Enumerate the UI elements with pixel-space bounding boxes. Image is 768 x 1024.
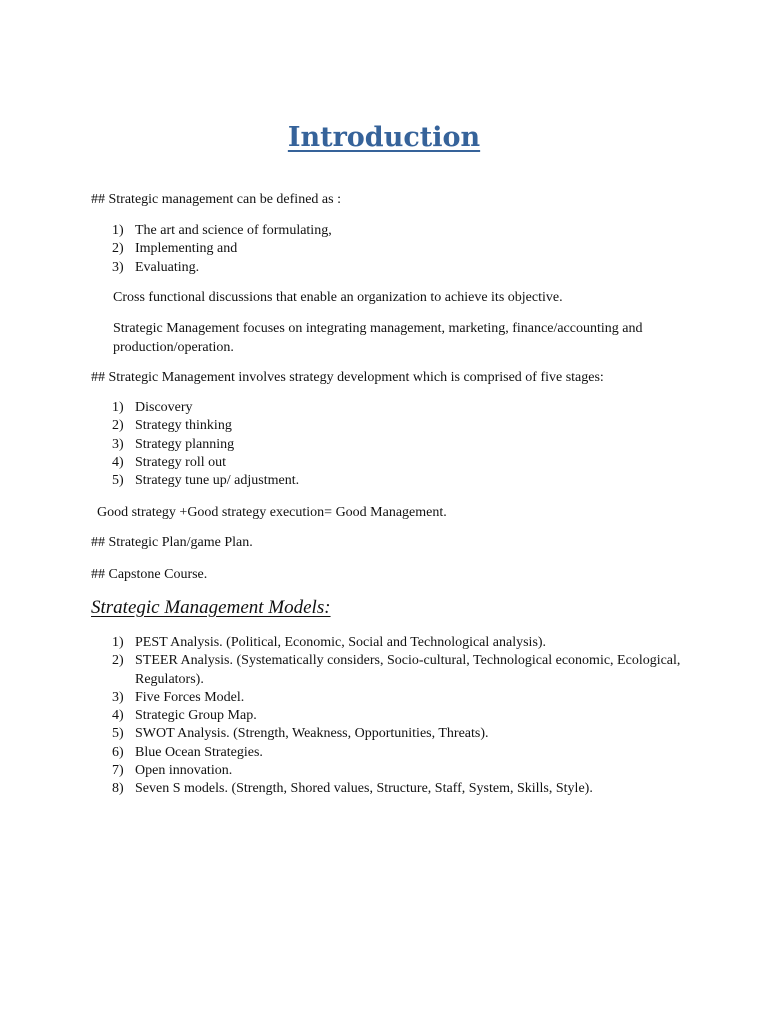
list-item (112, 259, 332, 277)
list-item-number: 3) (112, 689, 124, 705)
stages-heading: ## Strategic Management involves strategy development which is comprised of five stages: (91, 370, 604, 385)
equation-line: Good strategy +Good strategy execution= Good Management. (97, 505, 447, 520)
stages-list (112, 399, 299, 490)
list-item-number: 6) (112, 744, 124, 760)
list-item-text: Strategic Group Map. (135, 708, 257, 724)
list-item (112, 417, 299, 435)
list-item-text: Strategy planning (135, 436, 235, 452)
cross-functional-paragraph: Cross functional discussions that enable an organization to achieve its objective. (113, 290, 563, 305)
list-item-number: 8) (112, 781, 124, 797)
models-heading: Strategic Management Models: (91, 597, 331, 618)
list-item-number: 2) (112, 418, 124, 434)
strategic-plan-line: ## Strategic Plan/game Plan. (91, 535, 253, 550)
list-item-text: The art and science of formulating, (135, 223, 332, 238)
list-item (112, 240, 332, 258)
list-item (112, 472, 299, 490)
list-item-number: 2) (112, 653, 124, 669)
list-item-text: Strategy roll out (135, 454, 226, 470)
list-item-text: Evaluating. (135, 259, 200, 275)
list-item-text: Open innovation. (135, 763, 233, 779)
list-item (112, 744, 685, 762)
list-item-number: 5) (112, 726, 124, 742)
list-item-number: 7) (112, 763, 124, 779)
list-item (112, 762, 685, 780)
list-item-number: 3) (112, 436, 124, 452)
list-item (112, 689, 685, 707)
capstone-line: ## Capstone Course. (91, 567, 208, 582)
definition-heading: ## Strategic management can be defined as : (91, 192, 341, 207)
list-item (112, 436, 299, 454)
list-item-text: Strategy tune up/ adjustment. (135, 473, 300, 489)
definition-list (112, 222, 332, 277)
page-title: Introduction (287, 122, 481, 153)
list-item-number: 2) (112, 241, 124, 257)
list-item (112, 454, 299, 472)
list-item-number: 1) (112, 223, 124, 238)
list-item-number: 4) (112, 708, 124, 724)
list-item-number: 5) (112, 473, 124, 489)
list-item (112, 222, 332, 240)
list-item (112, 725, 685, 743)
list-item (112, 652, 685, 689)
list-item-text: Five Forces Model. (135, 689, 245, 705)
list-item-text: Discovery (135, 400, 193, 415)
list-item-text: Blue Ocean Strategies. (135, 744, 263, 760)
list-item-text: Strategy thinking (135, 418, 232, 434)
list-item (112, 399, 299, 417)
list-item (112, 634, 685, 652)
list-item-number: 1) (112, 635, 124, 650)
list-item-text: Seven S models. (Strength, Shored values, Structure, Staff, System, Skills, Style). (135, 781, 593, 797)
list-item-number: 4) (112, 454, 124, 470)
list-item-number: 1) (112, 400, 124, 415)
list-item-text: Implementing and (135, 241, 238, 257)
models-list (112, 634, 685, 799)
list-item-text: STEER Analysis. (Systematically considers, Socio-cultural, Technological economic, Ecological, Regulators). (135, 653, 681, 687)
list-item-text: SWOT Analysis. (Strength, Weakness, Opportunities, Threats). (135, 726, 489, 742)
list-item-number: 3) (112, 259, 124, 275)
focus-paragraph: Strategic Management focuses on integrating management, marketing, finance/accounting and production/operation. (113, 321, 643, 355)
list-item-text: PEST Analysis. (Political, Economic, Social and Technological analysis). (135, 635, 547, 650)
list-item (112, 707, 685, 725)
list-item (112, 780, 685, 798)
